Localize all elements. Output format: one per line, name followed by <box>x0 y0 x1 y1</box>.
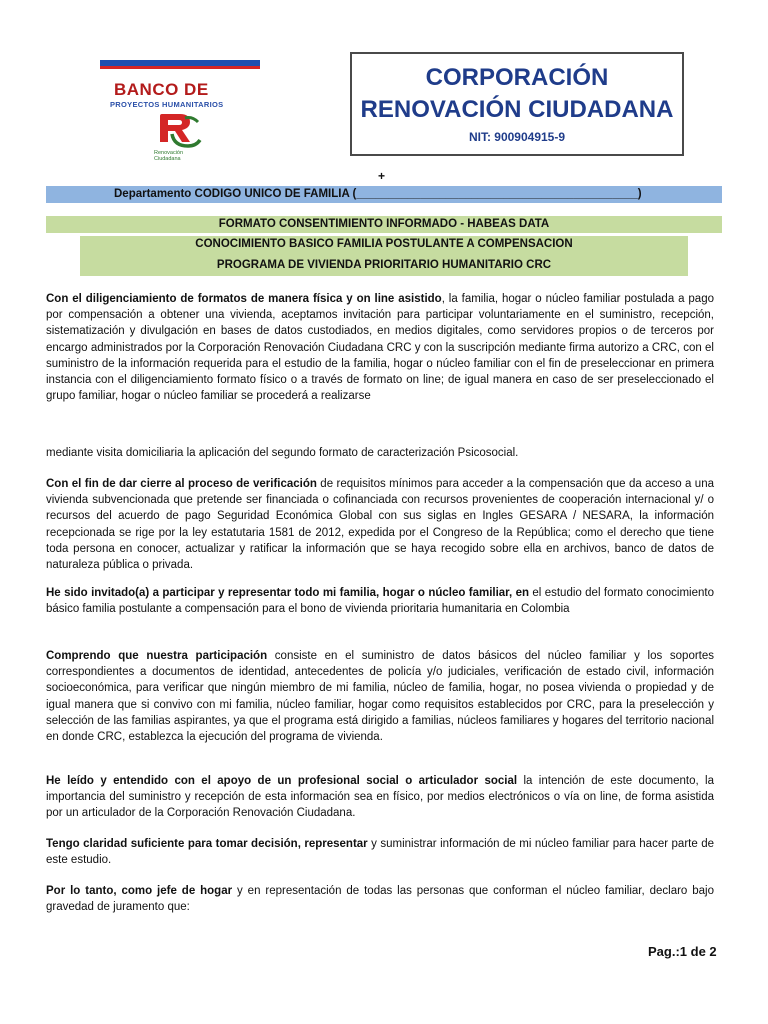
paragraph-1-continued: mediante visita domiciliaria la aplicación del segundo formato de caracterización Psicosocial. <box>46 447 519 459</box>
program-subtitle-1: CONOCIMIENTO BASICO FAMILIA POSTULANTE A COMPENSACION <box>195 238 573 250</box>
paragraph-7 <box>46 883 714 915</box>
bank-logo <box>100 60 262 170</box>
paragraph-4-lead: Comprendo que nuestra participación <box>46 650 268 662</box>
corporation-nit: NIT: 900904915-9 <box>468 130 566 144</box>
bank-subtitle: PROYECTOS HUMANITARIOS <box>110 100 224 109</box>
paragraph-6-body: y suministrar información de mi núcleo familiar para hacer parte de este estudio. <box>46 838 715 867</box>
paragraph-5-lead: He leído y entendido con el apoyo de un profesional social o articulador social <box>46 775 518 787</box>
paragraph-1 <box>46 291 714 404</box>
page-number: Pag.:1 de 2 <box>648 944 717 959</box>
paragraph-5 <box>46 773 714 822</box>
paragraph-5-body: la intención de este documento, la importancia del suministro y recepción de esta información sea en físico, por medios electrónicos o vía on line, de forma asistida por un articulador de la Corporación Renovación Ciudadana. <box>46 775 715 820</box>
paragraph-1-lead: Con el diligenciamiento de formatos de manera física y on line asistido <box>46 293 442 305</box>
plus-mark: + <box>378 169 386 183</box>
paragraph-3 <box>46 585 714 617</box>
bank-name: BANCO DE <box>114 80 209 99</box>
crc-caption: Renovación Ciudadana <box>154 150 184 162</box>
paragraph-6 <box>46 836 714 868</box>
habeas-data-title: FORMATO CONSENTIMIENTO INFORMADO - HABEAS DATA <box>46 216 722 233</box>
corporation-name-line1: CORPORACIÓN <box>425 64 609 91</box>
paragraph-3-body: el estudio del formato conocimiento básico familia postulante a compensación para el bono de vivienda prioritaria humanitaria en Colombia <box>46 587 714 616</box>
paragraph-1-body: , la familia, hogar o núcleo familiar postulada a pago por compensación a obtener una vivienda, aceptamos invitación para participar voluntariamente en el suministro, recepción, sistematización y divulgación en bases de datos custodiados, en medios digitales, como servidores propios o de terceros por encargo administrados por la Corporación Renovación Ciudadana CRC y con la suscripción mediante firma autorizo a CRC, con el suministro de la información requerida para el estudio de la familia, hogar o núcleo familiar con el fin de preseleccionar en primera instancia con el diligenciamiento formato físico o a través de formato on line; de igual manera en caso de ser preseleccionado el grupo familiar, hogar o núcleo familiar se procederá a realizarse <box>46 293 714 403</box>
paragraph-6-lead: Tengo claridad suficiente para tomar decisión, representar <box>46 838 368 850</box>
program-title-box <box>80 236 688 276</box>
program-subtitle-2: PROGRAMA DE VIVIENDA PRIORITARIO HUMANITARIO CRC <box>216 259 552 271</box>
paragraph-2-lead: Con el fin de dar cierre al proceso de verificación <box>46 478 317 490</box>
paragraph-4 <box>46 648 714 745</box>
corporation-header-box <box>350 52 684 156</box>
crc-logo-icon <box>154 112 202 148</box>
paragraph-7-lead: Por lo tanto, como jefe de hogar <box>46 885 233 897</box>
logo-red-bar <box>100 66 260 69</box>
paragraph-7-body: y en representación de todas las personas que conforman el núcleo familiar, declaro bajo gravedad de juramento que: <box>46 885 714 914</box>
department-code-text: Departamento CODIGO UNICO DE FAMILIA (____________________________________________) <box>114 188 642 200</box>
paragraph-4-body: consiste en el suministro de datos básicos del núcleo familiar y los soportes correspondientes a documentos de identidad, antecedentes de policía y/o judiciales, verificación de estado civil, información socioeconómica, para verificar que ningún miembro de mi familia, núcleo de familia, hogar, no posea vivienda o propiedad y de igual manera que si convivo con mi familia, núcleo familiar, hogar como requisitos establecidos por CRC, para la preselección y selección de las familias aspirantes, ya que el programa está dirigido a familias, núcleos familiares y hogares del territorio nacional en donde CRC, establezca la ejecución del programa de vivienda. <box>46 650 715 744</box>
paragraph-2-body: de requisitos mínimos para acceder a la compensación que da acceso a una vivienda subvencionada que pretende ser financiada o cofinanciada con recursos provenientes de cooperación internacional y/ o recursos del acuerdo de pago Seguridad Económica Global con sus siglas en Ingles GESARA / NESARA, la información recepcionada se rige por la ley estatutaria 1581 de 2012, expedida por el Congreso de la República; como el derecho que tiene toda persona en conocer, actualizar y ratificar la información que se haya recogido sobre ella en archivos, banco de datos de naturaleza pública o privada. <box>46 478 714 572</box>
corporation-name-line2: RENOVACIÓN CIUDADANA <box>360 96 674 123</box>
paragraph-3-lead: He sido invitado(a) a participar y representar todo mi familia, hogar o núcleo familiar, en <box>46 587 530 599</box>
paragraph-2 <box>46 476 714 573</box>
department-code-bar <box>46 186 722 203</box>
